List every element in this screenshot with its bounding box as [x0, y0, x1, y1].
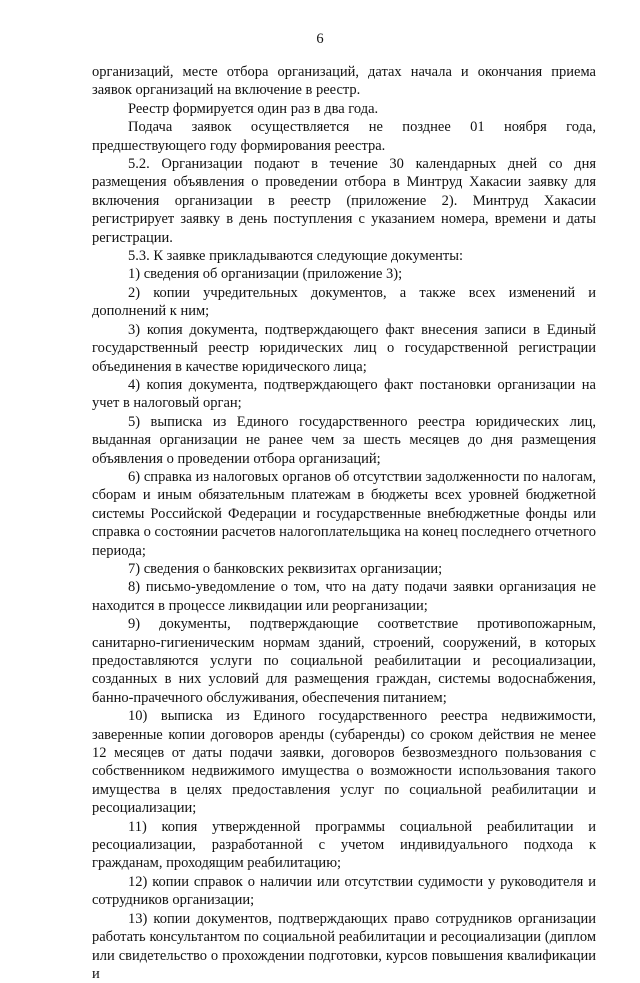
list-item: 12) копии справок о наличии или отсутствии судимости у руководителя и сотрудников организации;	[92, 873, 596, 909]
document-body	[92, 63, 596, 983]
page-number: 6	[316, 31, 324, 47]
list-item: 2) копии учредительных документов, а также всех изменений и дополнений к ним;	[92, 284, 596, 320]
list-item: 13) копии документов, подтверждающих право сотрудников организации работать консультантом по социальной реабилитации и ресоциализации (диплом или свидетельство о прохождении подготовки, курсов повышения квалификации и	[92, 910, 596, 982]
list-item: 4) копия документа, подтверждающего факт постановки организации на учет в налоговый орган;	[92, 376, 596, 412]
paragraph: Реестр формируется один раз в два года.	[128, 100, 379, 117]
list-item: 8) письмо-уведомление о том, что на дату подачи заявки организация не находится в процессе ликвидации или реорганизации;	[92, 579, 596, 614]
paragraph: 5.2. Организации подают в течение 30 календарных дней со дня размещения объявления о проведении отбора в Минтруд Хакасии заявку для включения организации в реестр (приложение 2). Минтруд Хакасии регистрирует заявку в день поступления с указанием номера, времени и даты регистрации.	[92, 156, 596, 246]
paragraph: Подача заявок осуществляется не позднее 01 ноября года, предшествующего году формирования реестра.	[92, 119, 596, 154]
list-item: 6) справка из налоговых органов об отсутствии задолженности по налогам, сборам и иным обязательным платежам в бюджеты всех уровней бюджетной системы Российской Федерации и государственные внебюджетные фонды или справка о состоянии расчетов налогоплательщика на конец последнего отчетного периода;	[92, 468, 596, 559]
list-item: 3) копия документа, подтверждающего факт внесения записи в Единый государственный реестр юридических лиц о государственной регистрации объединения в качестве юридического лица;	[92, 321, 596, 375]
list-item: 5) выписка из Единого государственного реестра юридических лиц, выданная организации не ранее чем за шесть месяцев до дня размещения объявления о проведении отбора организаций;	[92, 413, 596, 467]
list-item: 1) сведения об организации (приложение 3);	[128, 266, 403, 283]
list-item: 11) копия утвержденной программы социальной реабилитации и ресоциализации, разработанной с учетом индивидуального подхода к гражданам, проходящим реабилитацию;	[92, 818, 596, 872]
paragraph: 5.3. К заявке прикладываются следующие документы:	[128, 248, 464, 265]
list-item: 9) документы, подтверждающие соответствие противопожарным, санитарно-гигиеническим нормам зданий, строений, сооружений, в которых предоставляются услуги по социальной реабилитации и ресоциализации, созданных в них условий для размещения граждан, системы водоснабжения, банно-прачечного обслуживания, обеспечения питанием;	[92, 616, 596, 706]
list-item: 7) сведения о банковских реквизитах организации;	[128, 560, 443, 577]
list-item: 10) выписка из Единого государственного реестра недвижимости, заверенные копии договоров аренды (субаренды) со сроком действия не менее 12 месяцев от даты подачи заявки, договоров безвозмездного пользования с собственником недвижимого имущества о возможности использования такого имущества в целях предоставления услуг по социальной реабилитации и ресоциализации;	[92, 708, 596, 817]
paragraph: организаций, месте отбора организаций, датах начала и окончания приема заявок организаций на включение в реестр.	[92, 64, 596, 99]
